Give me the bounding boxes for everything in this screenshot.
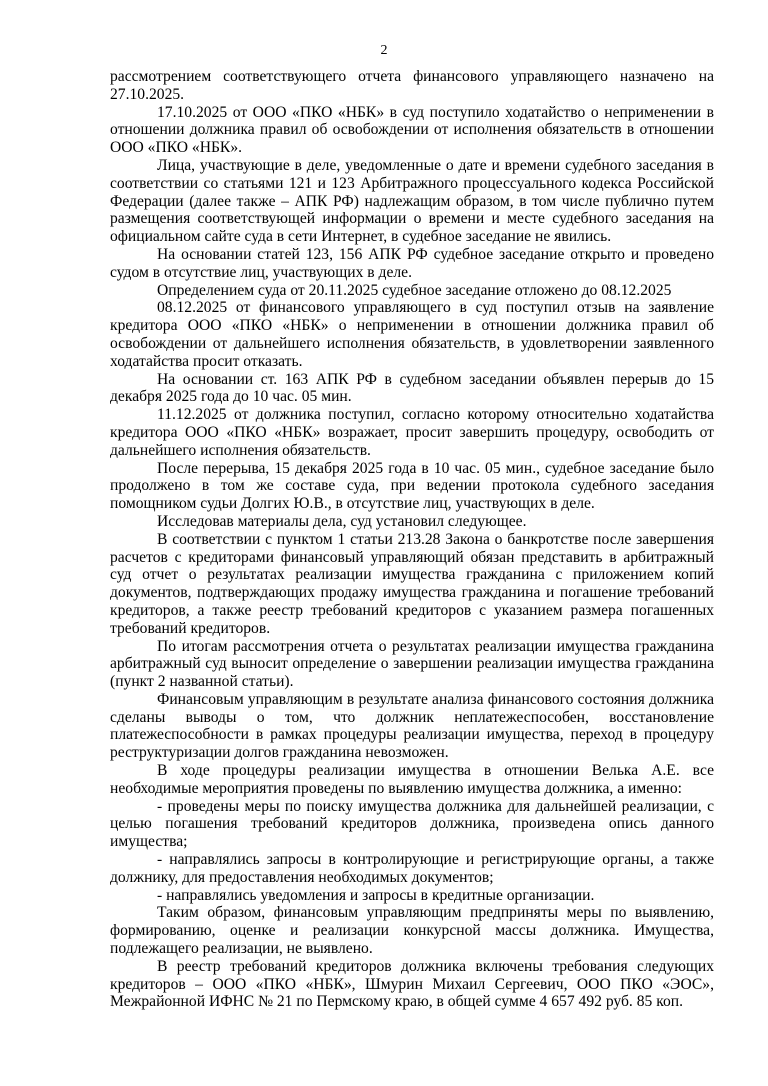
paragraph-law-article: В соответствии с пунктом 1 статьи 213.28 Закона о банкротстве после завершения расчетов с кредиторами финансовый управляющий обязан представить в арбитражный суд отчет о результатах реализации имущества гражданина с приложением копий документов, подтверждающих продажу имущества гражданина и погашение требований кредиторов, а также реестр требований кредиторов с указанием размера погашенных требований кредиторов. <box>110 530 714 637</box>
document-body <box>110 68 714 1011</box>
paragraph-hearing-date: рассмотрением соответствующего отчета финансового управляющего назначено на 27.10.2025. <box>110 68 714 103</box>
paragraph-notified-parties: Лица, участвующие в деле, уведомленные о дате и времени судебного заседания в соответствии со статьями 121 и 123 Арбитражного процессуального кодекса Российской Федерации (далее также – АПК РФ) надлежащим образом, в том числе публично путем размещения соответствующей информации о времени и месте судебного заседания на официальном сайте суда в сети Интернет, в судебное заседание не явились. <box>110 156 714 246</box>
list-item-requests-authorities: - направлялись запросы в контролирующие и регистрирующие органы, а также должнику, для предоставления необходимых документов; <box>110 851 714 886</box>
page-number: 2 <box>380 43 388 58</box>
list-item-requests-banks: - направлялись уведомления и запросы в кредитные организации. <box>157 886 595 904</box>
paragraph-financial-analysis: Финансовым управляющим в результате анализа финансового состояния должника сделаны выводы о том, что должник неплатежеспособен, восстановление платежеспособности в рамках процедуры реализации имущества, переход в процедуру реструктуризации долгов гражданина невозможен. <box>110 690 714 762</box>
paragraph-report-outcome: По итогам рассмотрения отчета о результатах реализации имущества гражданина арбитражный суд выносит определение о завершении реализации имущества гражданина (пункт 2 названной статьи). <box>110 637 714 691</box>
paragraph-conclusion-measures: Таким образом, финансовым управляющим предприняты меры по выявлению, формированию, оценке и реализации конкурсной массы должника. Имущества, подлежащего реализации, не выявлено. <box>110 904 714 958</box>
paragraph-court-established: Исследовав материалы дела, суд установил следующее. <box>157 512 527 530</box>
paragraph-after-recess: После перерыва, 15 декабря 2025 года в 10 час. 05 мин., судебное заседание было продолжено в том же составе суда, при ведении протокола судебного заседания помощником судьи Долгих Ю.В., в отсутствие лиц, участвующих в деле. <box>110 459 714 513</box>
paragraph-hearing-postponed: Определением суда от 20.11.2025 судебное заседание отложено до 08.12.2025 <box>157 281 672 299</box>
list-item-property-search: - проведены меры по поиску имущества должника для дальнейшей реализации, с целью погашения требований кредиторов должника, произведена опись данного имущества; <box>110 797 714 851</box>
paragraph-creditor-register: В реестр требований кредиторов должника включены требования следующих кредиторов – ООО «ПКО «НБК», Шмурин Михаил Сергеевич, ООО ПКО «ЭОС», Межрайонной ИФНС № 21 по Пермскому краю, в общей сумме 4 657 492 руб. 85 коп. <box>110 957 714 1011</box>
paragraph-hearing-opened: На основании статей 123, 156 АПК РФ судебное заседание открыто и проведено судом в отсутствие лиц, участвующих в деле. <box>110 245 714 281</box>
paragraph-manager-response: 08.12.2025 от финансового управляющего в суд поступил отзыв на заявление кредитора ООО «ПКО «НБК» о неприменении в отношении должника правил об освобождении от дальнейшего исполнения обязательств, в удовлетворении заявленного ходатайства просит отказать. <box>110 299 714 370</box>
paragraph-procedure-measures: В ходе процедуры реализации имущества в отношении Велька А.Е. все необходимые мероприятия проведены по выявлению имущества должника, а именно: <box>110 762 714 797</box>
paragraph-motion-nbk: 17.10.2025 от ООО «ПКО «НБК» в суд поступило ходатайство о неприменении в отношении должника правил об освобождении от исполнения обязательств в отношении ООО «ПКО «НБК». <box>110 103 714 157</box>
paragraph-debtor-objection: 11.12.2025 от должника поступил, согласно которому относительно ходатайства кредитора ООО «ПКО «НБК» возражает, просит завершить процедуру, освободить от дальнейшего исполнения обязательств. <box>110 406 714 459</box>
paragraph-recess: На основании ст. 163 АПК РФ в судебном заседании объявлен перерыв до 15 декабря 2025 года до 10 час. 05 мин. <box>110 370 714 406</box>
